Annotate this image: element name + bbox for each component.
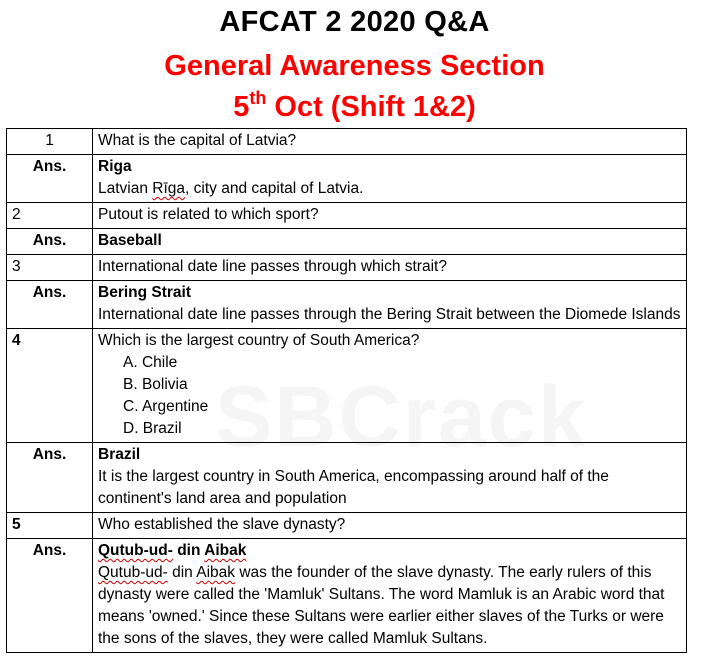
option-item: C. Argentine — [123, 398, 209, 415]
watermark: SBCrack — [215, 369, 588, 465]
question-row-3 — [7, 255, 687, 281]
answer-label: Ans. — [7, 539, 93, 653]
answer-row-5 — [7, 539, 687, 653]
explanation-part: , city and capital of Latvia. — [185, 180, 364, 197]
spellcheck-word: Aibak — [196, 564, 236, 581]
answer-label: Ans. — [7, 281, 93, 329]
spellcheck-word: Rīga — [152, 180, 186, 197]
spellcheck-word: Qutub-ud- — [98, 542, 173, 559]
question-text: International date line passes through which strait? — [93, 255, 687, 281]
spellcheck-word: Qutub-ud- — [98, 564, 168, 581]
answer-text: Riga — [98, 158, 132, 175]
answer-cell — [93, 281, 687, 329]
question-row-2 — [7, 203, 687, 229]
answer-row-1 — [7, 155, 687, 203]
answer-text: Brazil — [98, 446, 141, 463]
question-row-4 — [7, 329, 687, 443]
question-number: 3 — [7, 255, 93, 281]
answer-label: Ans. — [7, 443, 93, 513]
answer-text: Bering Strait — [98, 284, 192, 301]
question-number: 1 — [7, 129, 93, 155]
question-text: What is the capital of Latvia? — [93, 129, 687, 155]
answer-explanation: It is the largest country in South America, encompassing around half of the continent's land area and population — [98, 468, 609, 507]
qa-table — [6, 128, 687, 653]
answer-row-3 — [7, 281, 687, 329]
answer-text — [98, 540, 681, 562]
explanation-part: din — [167, 564, 197, 581]
answer-row-4 — [7, 443, 687, 513]
question-text: Which is the largest country of South America? — [98, 332, 420, 349]
answer-row-2 — [7, 229, 687, 255]
question-number: 2 — [7, 203, 93, 229]
question-row-5 — [7, 513, 687, 539]
answer-label: Ans. — [7, 155, 93, 203]
question-row-1 — [7, 129, 687, 155]
spellcheck-word: Aibak — [204, 542, 247, 559]
option-item: A. Chile — [123, 354, 178, 371]
answer-explanation: International date line passes through the Bering Strait between the Diomede Islands — [98, 306, 681, 323]
answer-cell — [93, 155, 687, 203]
question-number: 4 — [7, 329, 93, 443]
answer-explanation — [98, 178, 681, 200]
option-item: B. Bolivia — [123, 376, 188, 393]
explanation-part: Latvian — [98, 180, 153, 197]
option-item: D. Brazil — [123, 420, 182, 437]
answer-cell — [93, 443, 687, 513]
date-rest: Oct (Shift 1&2) — [266, 91, 476, 123]
answer-cell — [93, 539, 687, 653]
explanation-part: was the founder of the slave dynasty. The early rulers of this dynasty were called the 'Mamluk' Sultans. The word Mamluk is an Arabic word that means 'owned.' Since these Sultans were earlier either slaves of the Turks or were the sons of the slaves, they were called Mamluk Sultans. — [98, 564, 665, 647]
question-cell — [93, 329, 687, 443]
section-title: General Awareness Section — [164, 50, 545, 82]
options-list — [98, 352, 681, 440]
question-text: Who established the slave dynasty? — [93, 513, 687, 539]
answer-explanation — [98, 562, 681, 650]
answer-part: din — [172, 542, 205, 559]
answer-text: Baseball — [93, 229, 687, 255]
date-day: 5 — [233, 91, 250, 123]
document-title: AFCAT 2 2020 Q&A — [219, 6, 490, 38]
answer-label: Ans. — [7, 229, 93, 255]
date-suffix: th — [249, 88, 267, 108]
exam-date — [0, 88, 709, 126]
question-text: Putout is related to which sport? — [93, 203, 687, 229]
question-number: 5 — [7, 513, 93, 539]
